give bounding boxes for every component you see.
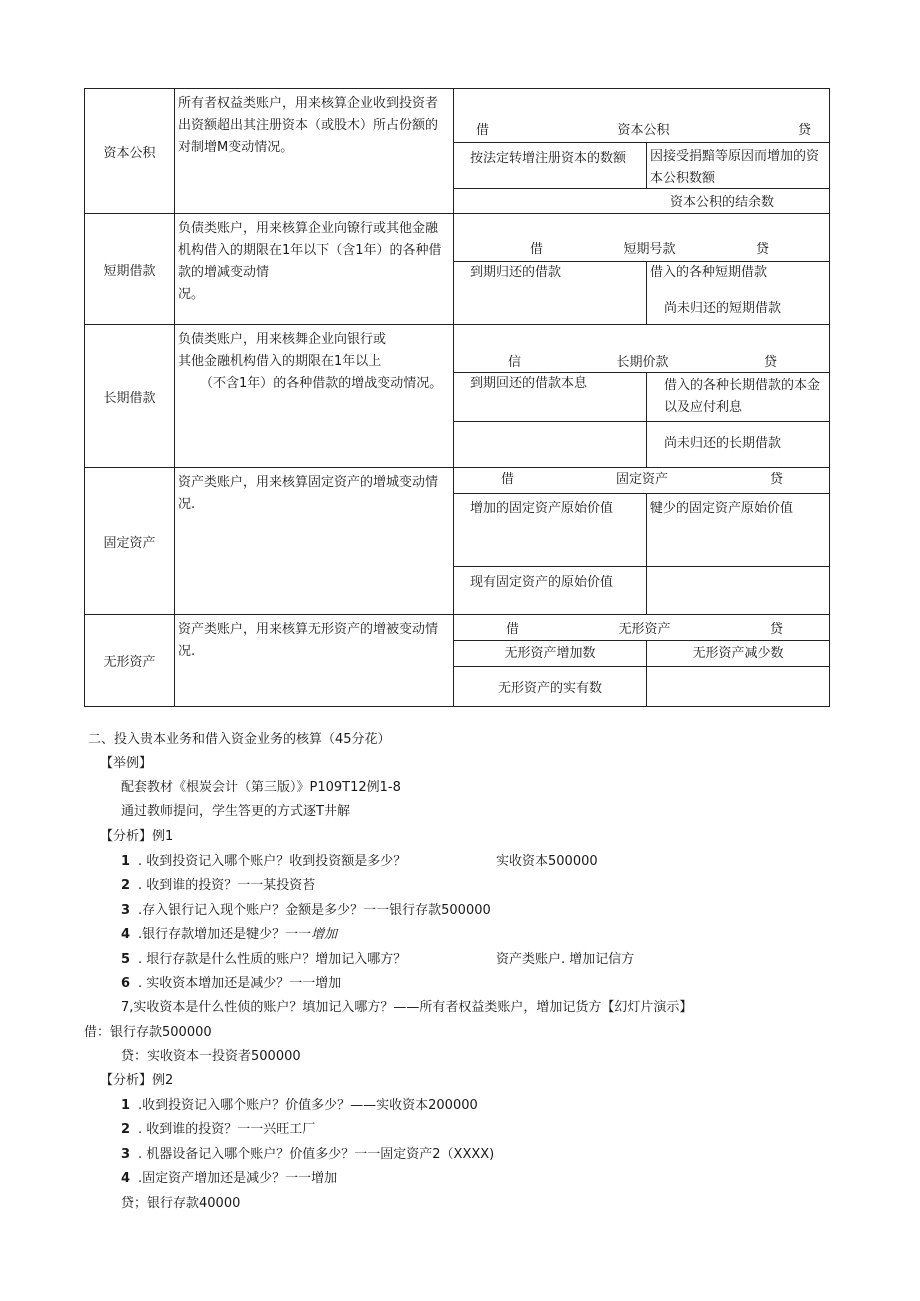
t-credit-label: 贷 bbox=[763, 355, 777, 370]
table-row bbox=[85, 89, 829, 214]
t-account bbox=[454, 325, 829, 467]
t-debit-side bbox=[454, 373, 647, 421]
desc-line: 况. bbox=[178, 644, 196, 659]
balance-entry: 无形资产的实有数 bbox=[454, 667, 647, 706]
desc-line: 其他金融机构借入的期限在1年以上 bbox=[178, 354, 382, 369]
debit-entry: 到期归还的借款 bbox=[470, 265, 562, 280]
account-name: 固定资产 bbox=[85, 468, 175, 614]
balance-entry: 尚未归还的长期借款 bbox=[664, 436, 782, 451]
question-number: 2 bbox=[121, 878, 131, 893]
t-account-title: 资本公积 bbox=[617, 123, 670, 139]
account-description bbox=[175, 89, 454, 213]
credit-entry: 因接受捐黯等原因而增加的资本公积数额 bbox=[650, 149, 820, 187]
table-row bbox=[85, 214, 829, 325]
t-balance bbox=[454, 666, 829, 706]
credit-entry: 犍少的固定资产原始价值 bbox=[650, 501, 794, 516]
question-number: 1 bbox=[121, 854, 131, 869]
t-account-header bbox=[454, 615, 829, 641]
desc-line: 况. bbox=[178, 497, 196, 512]
account-name: 短期借款 bbox=[85, 214, 175, 324]
t-credit-label: 贷 bbox=[797, 123, 811, 139]
t-account-body bbox=[454, 494, 829, 566]
desc-line: 机构借入的期限在1年以下（含1年）的各种借 bbox=[178, 243, 442, 258]
question-text: . 垠行存款是什么性质的账户？增加记入哪方？ bbox=[138, 952, 407, 967]
question-text: . 收到投资记入哪个账户？收到投资额是多少？ bbox=[138, 854, 407, 869]
question-answer: 增加 bbox=[311, 927, 338, 942]
account-description bbox=[175, 615, 454, 706]
t-account-title: 无形资产 bbox=[618, 622, 671, 637]
t-balance bbox=[454, 566, 829, 614]
debit-entry: 到期回还的借款本息 bbox=[470, 376, 588, 391]
t-debit-side bbox=[454, 262, 647, 324]
analysis-tag: 【分析】例2 bbox=[100, 1073, 174, 1088]
question-7: 7,实收资本是什么性侦的账户？填加记入哪方？——所有者权益类账户，增加记货方【幻灯片演示】 bbox=[121, 1000, 693, 1015]
question-answer: 资产类账户. 增加记信方 bbox=[496, 952, 635, 967]
account-table bbox=[84, 88, 830, 707]
t-debit-label: 借 bbox=[530, 242, 544, 257]
question-number: 1 bbox=[121, 1098, 131, 1113]
t-debit-side bbox=[454, 494, 647, 566]
t-account bbox=[454, 615, 829, 706]
t-account-body bbox=[454, 143, 829, 188]
question-text bbox=[138, 926, 337, 944]
t-debit-label: 借 bbox=[506, 622, 520, 637]
t-account-body bbox=[454, 262, 829, 324]
table-row bbox=[85, 468, 829, 615]
credit-entry: 无形资产减少数 bbox=[692, 645, 784, 661]
t-debit-side bbox=[454, 641, 647, 666]
desc-line: 负债类账户，用来核算企业向镣行或其他金融 bbox=[178, 221, 439, 236]
t-account-title: 固定资产 bbox=[615, 472, 668, 487]
question-number: 3 bbox=[121, 903, 131, 918]
credit-entry: 借入的各种短期借款 bbox=[650, 265, 768, 280]
desc-line: 资产类账户，用来核算无形资产的增被变动情 bbox=[178, 622, 439, 637]
t-credit-label: 贷 bbox=[755, 242, 769, 257]
journal-entry-debit: 借：银行存款500000 bbox=[84, 1025, 212, 1040]
t-account-header bbox=[454, 89, 829, 143]
t-account-body bbox=[454, 641, 829, 666]
t-credit-side bbox=[647, 641, 829, 666]
t-account-header bbox=[454, 214, 829, 262]
question-number: 2 bbox=[121, 1122, 131, 1137]
desc-line: （不含1年）的各种借款的增战变动情况。 bbox=[200, 376, 443, 391]
table-row bbox=[85, 325, 829, 468]
question-text: . 实收资本增加还是减少？一一增加 bbox=[138, 976, 342, 991]
section-heading: 二、投入贵本业务和借入资金业务的核算（45分花） bbox=[88, 732, 391, 747]
question-number: 3 bbox=[121, 1147, 131, 1162]
t-debit-label: 借 bbox=[476, 123, 490, 139]
debit-entry: 增加的固定资产原始价值 bbox=[470, 501, 614, 516]
t-account-title: 长期价款 bbox=[616, 355, 669, 370]
desc-line: 负债类账户，用来核舞企业向银行或 bbox=[178, 332, 387, 347]
desc-line: 所有者权益类账户，用来核算企业收到投资者 bbox=[178, 96, 439, 111]
account-name: 资本公积 bbox=[85, 89, 175, 213]
t-credit-side bbox=[647, 373, 829, 421]
question-text-main: .银行存款增加还是犍少？一一 bbox=[138, 927, 312, 942]
t-account-title: 短期号款 bbox=[623, 242, 676, 257]
question-text: . 收到谁的投资？一一兴旺工厂 bbox=[138, 1122, 316, 1137]
t-credit-side bbox=[647, 262, 829, 324]
balance-entry: 现有固定资产的原始价值 bbox=[454, 567, 647, 614]
question-number: 5 bbox=[121, 952, 131, 967]
question-number: 4 bbox=[121, 1171, 131, 1186]
t-account-header bbox=[454, 468, 829, 494]
desc-line: 况。 bbox=[178, 287, 205, 302]
desc-line: 资产类账户，用来核算固定资产的增城变动情 bbox=[178, 475, 439, 490]
t-account bbox=[454, 89, 829, 213]
t-credit-side bbox=[647, 494, 829, 566]
debit-entry: 按法定转增注册资本的数额 bbox=[470, 151, 627, 167]
t-credit-label: 贷 bbox=[769, 472, 783, 487]
analysis-tag: 【分析】例1 bbox=[100, 829, 174, 844]
t-debit-side bbox=[454, 143, 647, 188]
journal-entry-credit: 贷；银行存款40000 bbox=[121, 1196, 241, 1211]
question-text: . 收到谁的投资？一一某投资苔 bbox=[138, 878, 316, 893]
desc-line: 对制增M变动情况。 bbox=[178, 140, 294, 155]
t-balance bbox=[454, 421, 829, 467]
credit-entry: 借入的各种长期借款的本金以及应付利息 bbox=[664, 378, 821, 415]
question-answer: 实收资本500000 bbox=[496, 854, 598, 869]
account-name: 无形资产 bbox=[85, 615, 175, 706]
t-account bbox=[454, 214, 829, 324]
question-number: 6 bbox=[121, 976, 131, 991]
example-tag: 【举例】 bbox=[100, 756, 153, 771]
desc-line: 出资额超出其注册资本（或股木）所占份额的 bbox=[178, 118, 439, 133]
t-account-header bbox=[454, 325, 829, 373]
account-name: 长期借款 bbox=[85, 325, 175, 467]
method-line: 通过教师提问，学生答更的方式逐T井解 bbox=[121, 804, 350, 819]
account-description bbox=[175, 214, 454, 324]
reference-line: 配套教材《根炭会计（第三版）》P109T12例1-8 bbox=[121, 780, 401, 795]
debit-entry: 无形资产增加数 bbox=[504, 645, 596, 661]
question-text: .收到投资记入哪个账户？价值多少？——实收资本200000 bbox=[138, 1098, 478, 1113]
t-account bbox=[454, 468, 829, 614]
t-debit-label: 借 bbox=[501, 472, 515, 487]
t-credit-side bbox=[647, 143, 829, 188]
account-description bbox=[175, 325, 454, 467]
t-credit-label: 贷 bbox=[769, 622, 783, 637]
t-account-body bbox=[454, 373, 829, 421]
table-row bbox=[85, 615, 829, 706]
t-balance bbox=[454, 188, 829, 213]
question-text: .存入银行记入现个账户？金额是多少？一一银行存款500000 bbox=[138, 903, 491, 918]
t-debit-label: 信 bbox=[508, 355, 522, 370]
balance-entry: 尚未归还的短期借款 bbox=[664, 301, 782, 316]
desc-line: 款的增减变动情 bbox=[178, 265, 270, 280]
account-description bbox=[175, 468, 454, 614]
balance-entry: 资本公积的结余数 bbox=[670, 195, 775, 211]
journal-entry-credit: 贷：实收资本一投资者500000 bbox=[121, 1049, 301, 1064]
question-text: .固定资产增加还是减少？一一增加 bbox=[138, 1171, 338, 1186]
question-text: . 机器设备记入哪个账户？价值多少？一一固定资产2（XXXX) bbox=[138, 1147, 495, 1162]
question-number: 4 bbox=[121, 927, 131, 942]
